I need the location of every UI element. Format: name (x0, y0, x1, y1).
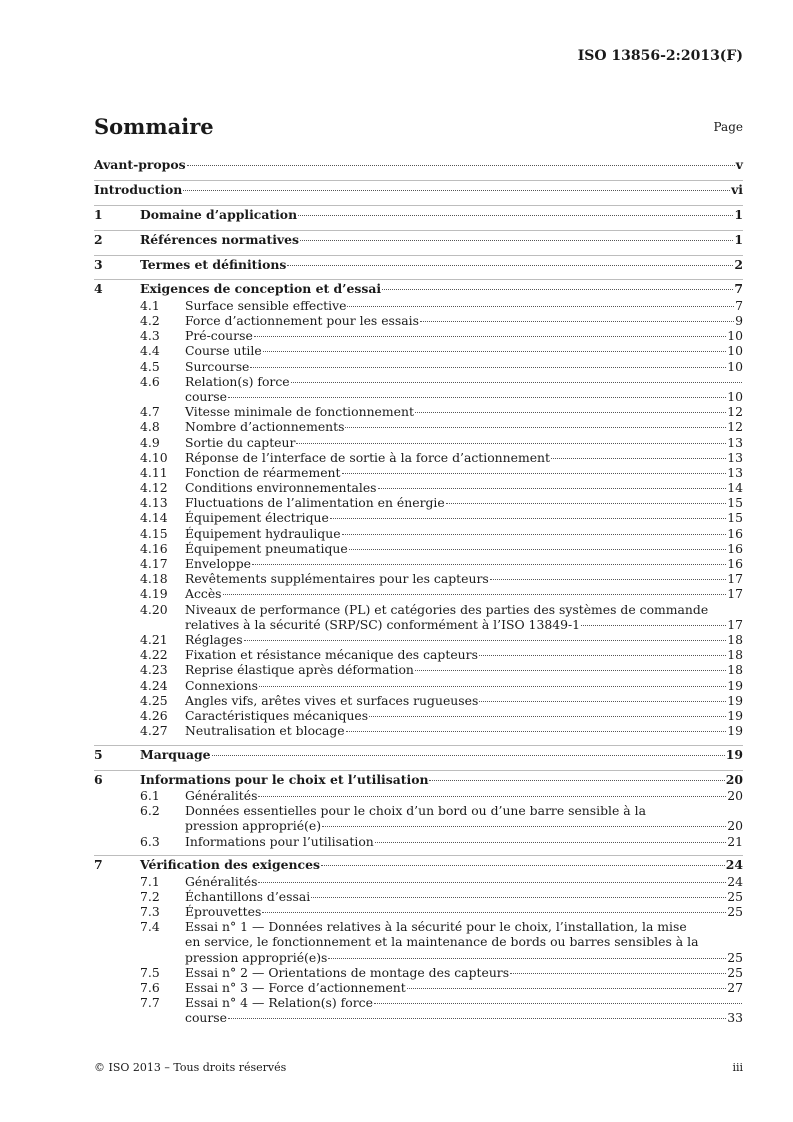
toc-subsection-link[interactable] (94, 965, 743, 980)
toc-subsection-number: 7.5 (140, 964, 160, 980)
toc-entry-page: 18 (727, 631, 743, 647)
toc-entry-label: Fluctuations de l’alimentation en énergie (185, 495, 445, 511)
toc-subsection-number: 4.16 (140, 540, 168, 556)
toc-entry-page: 20 (727, 818, 743, 834)
dot-leader (212, 755, 725, 756)
toc-entry-page: 20 (725, 771, 743, 787)
toc-continuation-line[interactable] (94, 818, 743, 833)
toc-subsection-number: 4.3 (140, 328, 160, 344)
table-of-contents (94, 156, 743, 1026)
toc-entry-label: Nombre d’actionnements (185, 419, 345, 435)
dot-leader (321, 865, 725, 866)
toc-subsection-link[interactable] (94, 435, 743, 450)
toc-continuation-line[interactable] (94, 617, 743, 632)
dot-leader (298, 215, 733, 216)
toc-section-number: 6 (94, 771, 103, 787)
toc-entry-page: 9 (735, 313, 743, 329)
toc-subsection-number: 4.20 (140, 601, 168, 617)
toc-subsection-link[interactable] (94, 874, 743, 889)
toc-subsection-number: 4.27 (140, 723, 168, 739)
toc-entry-page: 25 (727, 964, 743, 980)
toc-section-link[interactable] (94, 770, 743, 788)
toc-subsection-link[interactable] (94, 480, 743, 495)
toc-entry-label: Termes et définitions (140, 256, 287, 272)
toc-subsection-link[interactable] (94, 495, 743, 510)
toc-entry-page: 12 (727, 419, 743, 435)
toc-subsection-number: 6.2 (140, 803, 160, 819)
toc-subsection-link[interactable] (94, 980, 743, 995)
dot-leader (382, 289, 733, 290)
toc-entry-page: 33 (727, 1010, 743, 1026)
toc-entry-label: Surface sensible effective (185, 297, 347, 313)
toc-entry-page: 19 (725, 746, 743, 762)
dot-leader (420, 321, 734, 322)
dot-leader (369, 716, 726, 717)
toc-entry-label: Réglages (185, 631, 243, 647)
toc-entry-page: 1 (734, 231, 743, 247)
toc-section-number: 1 (94, 206, 103, 222)
toc-subsection-link[interactable] (94, 404, 743, 419)
toc-entry-label: Références normatives (140, 231, 299, 247)
toc-entry-page: 10 (727, 358, 743, 374)
dot-leader (330, 518, 726, 519)
document-id: ISO 13856-2:2013(F) (577, 48, 743, 64)
footer-page-number: iii (732, 1061, 743, 1074)
dot-leader (228, 1018, 726, 1019)
dot-leader (223, 594, 727, 595)
toc-subsection-number: 6.1 (140, 788, 160, 804)
dot-leader (287, 265, 733, 266)
dot-leader (490, 579, 726, 580)
toc-entry-label: Neutralisation et blocage (185, 723, 345, 739)
toc-entry-page: 24 (727, 873, 743, 889)
toc-entry-label: Réponse de l’interface de sortie à la force d’actionnement (185, 449, 551, 465)
dot-leader (349, 549, 727, 550)
toc-entry-label: Essai n° 2 — Orientations de montage des capteurs (185, 964, 510, 980)
toc-section-link[interactable] (94, 230, 743, 248)
toc-subsection-link[interactable] (94, 556, 743, 571)
dot-leader (479, 655, 726, 656)
toc-entry-page: 17 (727, 586, 743, 602)
toc-subsection-link[interactable] (94, 678, 743, 693)
toc-section-link[interactable] (94, 855, 743, 873)
toc-subsection-link[interactable] (94, 541, 743, 556)
toc-subsection-number: 4.26 (140, 707, 168, 723)
toc-entry-page: 25 (727, 949, 743, 965)
toc-subsection-number: 7.1 (140, 873, 160, 889)
toc-entry-label: Essai n° 1 — Données relatives à la sécurité pour le choix, l’installation, la mise (185, 919, 687, 935)
toc-continuation-line[interactable] (94, 950, 743, 965)
dot-leader (342, 534, 727, 535)
toc-entry-page: 25 (727, 904, 743, 920)
toc-entry-label: Accès (185, 586, 222, 602)
toc-entry-page: 27 (727, 980, 743, 996)
toc-entry-label: Éprouvettes (185, 904, 262, 920)
toc-entry-label: Échantillons d’essai (185, 888, 311, 904)
dot-leader (296, 443, 726, 444)
toc-subsection-link[interactable] (94, 919, 743, 934)
toc-entry-label: course (185, 1010, 227, 1026)
dot-leader (250, 367, 726, 368)
toc-continuation-line[interactable] (94, 934, 743, 949)
page-title: Sommaire (94, 114, 214, 139)
toc-subsection-link[interactable] (94, 834, 743, 849)
toc-entry-page: 25 (727, 888, 743, 904)
toc-subsection-number: 4.25 (140, 692, 168, 708)
toc-subsection-number: 4.11 (140, 464, 168, 480)
toc-entry-label: Fonction de réarmement (185, 464, 341, 480)
dot-leader (328, 958, 726, 959)
toc-section-link[interactable] (94, 156, 743, 173)
toc-subsection-number: 4.12 (140, 480, 168, 496)
toc-entry-page: 21 (727, 833, 743, 849)
toc-entry-label: course (185, 388, 227, 404)
toc-subsection-link[interactable] (94, 788, 743, 803)
toc-section-number: 2 (94, 231, 103, 247)
toc-subsection-link[interactable] (94, 328, 743, 343)
toc-subsection-number: 4.15 (140, 525, 168, 541)
toc-subsection-link[interactable] (94, 904, 743, 919)
toc-subsection-number: 7.3 (140, 904, 160, 920)
toc-entry-label: Angles vifs, arêtes vives et surfaces rugueuses (185, 692, 479, 708)
toc-entry-page: 2 (734, 256, 743, 272)
toc-subsection-link[interactable] (94, 723, 743, 738)
toc-entry-page: 1 (734, 206, 743, 222)
toc-section-link[interactable] (94, 180, 743, 198)
toc-entry-label: Domaine d’application (140, 206, 298, 222)
dot-leader (262, 912, 726, 913)
toc-subsection-link[interactable] (94, 313, 743, 328)
toc-subsection-number: 4.13 (140, 495, 168, 511)
toc-entry-label: Niveaux de performance (PL) et catégories des parties des systèmes de commande (185, 601, 709, 617)
toc-entry-page: 16 (727, 556, 743, 572)
dot-leader (446, 503, 726, 504)
toc-entry-page: 13 (727, 464, 743, 480)
dot-leader (300, 240, 733, 241)
toc-subsection-number: 6.3 (140, 833, 160, 849)
dot-leader (259, 686, 726, 687)
dot-leader (378, 488, 727, 489)
toc-subsection-number: 4.24 (140, 677, 168, 693)
toc-entry-page: 19 (727, 692, 743, 708)
toc-entry-page: 7 (735, 297, 743, 313)
toc-entry-label: Marquage (140, 746, 211, 762)
toc-entry-page: 13 (727, 449, 743, 465)
toc-entry-label: Généralités (185, 788, 258, 804)
page-column-label: Page (713, 120, 743, 134)
toc-subsection-number: 4.4 (140, 343, 160, 359)
toc-subsection-link[interactable] (94, 450, 743, 465)
toc-continuation-line[interactable] (94, 389, 743, 404)
toc-entry-page: 19 (727, 677, 743, 693)
toc-entry-label: Surcourse (185, 358, 250, 374)
toc-subsection-number: 4.7 (140, 404, 160, 420)
toc-section-link[interactable] (94, 279, 743, 297)
toc-entry-page: 17 (727, 571, 743, 587)
toc-subsection-link[interactable] (94, 374, 743, 389)
dot-leader (581, 625, 726, 626)
dot-leader (228, 397, 726, 398)
dot-leader (311, 897, 726, 898)
toc-entry-label: relatives à la sécurité (SRP/SC) conformément à l’ISO 13849-1 (185, 616, 581, 632)
toc-subsection-number: 7.6 (140, 980, 160, 996)
toc-entry-label: pression approprié(e) (185, 818, 322, 834)
toc-subsection-link[interactable] (94, 510, 743, 525)
toc-subsection-link[interactable] (94, 526, 743, 541)
dot-leader (263, 351, 727, 352)
toc-entry-label: en service, le fonctionnement et la maintenance de bords ou barres sensibles à la (185, 934, 699, 950)
toc-section-link[interactable] (94, 205, 743, 223)
dot-leader (374, 1003, 742, 1004)
toc-subsection-link[interactable] (94, 889, 743, 904)
toc-entry-label: Revêtements supplémentaires pour les capteurs (185, 571, 489, 587)
toc-subsection-number: 4.22 (140, 647, 168, 663)
toc-section-number: 7 (94, 857, 103, 873)
toc-subsection-number: 4.2 (140, 313, 160, 329)
toc-subsection-number: 4.9 (140, 434, 160, 450)
dot-leader (345, 427, 726, 428)
toc-subsection-number: 4.5 (140, 358, 160, 374)
toc-entry-page: 19 (727, 723, 743, 739)
toc-entry-label: Caractéristiques mécaniques (185, 707, 369, 723)
toc-entry-page: 10 (727, 328, 743, 344)
toc-entry-page: 13 (727, 434, 743, 450)
toc-entry-label: Généralités (185, 873, 258, 889)
toc-entry-page: 19 (727, 707, 743, 723)
toc-section-number: 5 (94, 746, 103, 762)
toc-subsection-link[interactable] (94, 298, 743, 313)
toc-subsection-number: 7.4 (140, 919, 160, 935)
toc-entry-page: 10 (727, 388, 743, 404)
toc-subsection-number: 4.14 (140, 510, 168, 526)
toc-subsection-link[interactable] (94, 602, 743, 617)
dot-leader (429, 780, 724, 781)
dot-leader (187, 165, 735, 166)
toc-subsection-link[interactable] (94, 419, 743, 434)
toc-subsection-number: 4.21 (140, 631, 168, 647)
dot-leader (375, 842, 726, 843)
toc-subsection-link[interactable] (94, 571, 743, 586)
dot-leader (244, 640, 727, 641)
toc-subsection-link[interactable] (94, 359, 743, 374)
dot-leader (346, 731, 727, 732)
toc-entry-label: Connexions (185, 677, 258, 693)
toc-entry-page: 12 (727, 404, 743, 420)
toc-subsection-link[interactable] (94, 343, 743, 358)
toc-entry-page: 18 (727, 647, 743, 663)
toc-subsection-link[interactable] (94, 647, 743, 662)
dot-leader (342, 473, 727, 474)
toc-entry-label: Sortie du capteur (185, 434, 296, 450)
toc-entry-label: Essai n° 3 — Force d’actionnement (185, 980, 406, 996)
toc-entry-label: Fixation et résistance mécanique des capteurs (185, 647, 478, 663)
dot-leader (322, 826, 726, 827)
toc-subsection-link[interactable] (94, 803, 743, 818)
toc-continuation-line[interactable] (94, 1010, 743, 1025)
toc-subsection-link[interactable] (94, 662, 743, 677)
toc-section-link[interactable] (94, 745, 743, 763)
toc-entry-page: v (735, 157, 743, 172)
dot-leader (510, 973, 726, 974)
toc-section-number: 4 (94, 281, 103, 297)
toc-entry-page: 15 (727, 495, 743, 511)
toc-entry-label: Données essentielles pour le choix d’un bord ou d’une barre sensible à la (185, 803, 646, 819)
toc-subsection-number: 4.10 (140, 449, 168, 465)
toc-entry-label: Enveloppe (185, 556, 251, 572)
toc-subsection-link[interactable] (94, 995, 743, 1010)
toc-entry-label: Informations pour l’utilisation (185, 833, 374, 849)
dot-leader (254, 336, 726, 337)
toc-entry-page: 15 (727, 510, 743, 526)
toc-entry-label: Informations pour le choix et l’utilisation (140, 771, 429, 787)
dot-leader (415, 670, 726, 671)
toc-section-link[interactable] (94, 255, 743, 273)
toc-entry-label: pression approprié(e)s (185, 949, 328, 965)
toc-entry-label: Introduction (94, 181, 183, 197)
footer-copyright: © ISO 2013 – Tous droits réservés (94, 1061, 287, 1074)
toc-entry-page: 20 (727, 788, 743, 804)
toc-subsection-number: 4.18 (140, 571, 168, 587)
toc-entry-page: 18 (727, 662, 743, 678)
toc-entry-label: Conditions environnementales (185, 480, 377, 496)
toc-entry-label: Exigences de conception et d’essai (140, 281, 382, 297)
toc-entry-label: Vérification des exigences (140, 857, 320, 873)
dot-leader (258, 882, 726, 883)
toc-section-number: 3 (94, 256, 103, 272)
toc-subsection-number: 4.19 (140, 586, 168, 602)
dot-leader (258, 796, 726, 797)
toc-entry-page: 16 (727, 525, 743, 541)
dot-leader (551, 458, 726, 459)
dot-leader (252, 564, 726, 565)
dot-leader (291, 382, 742, 383)
toc-entry-label: Essai n° 4 — Relation(s) force (185, 995, 373, 1011)
toc-subsection-link[interactable] (94, 708, 743, 723)
toc-entry-page: 17 (727, 616, 743, 632)
toc-entry-page: 14 (727, 480, 743, 496)
toc-entry-page: vi (731, 181, 743, 197)
toc-subsection-number: 4.17 (140, 556, 168, 572)
toc-entry-label: Équipement pneumatique (185, 540, 348, 556)
toc-subsection-link[interactable] (94, 586, 743, 601)
toc-subsection-link[interactable] (94, 693, 743, 708)
dot-leader (183, 190, 730, 191)
toc-subsection-number: 4.1 (140, 297, 160, 313)
toc-subsection-number: 4.6 (140, 373, 160, 389)
toc-entry-label: Reprise élastique après déformation (185, 662, 414, 678)
toc-entry-page: 24 (725, 857, 743, 873)
toc-entry-label: Relation(s) force (185, 373, 290, 389)
dot-leader (347, 306, 734, 307)
dot-leader (415, 412, 726, 413)
toc-entry-page: 7 (734, 281, 743, 297)
toc-entry-label: Équipement hydraulique (185, 525, 341, 541)
dot-leader (479, 701, 726, 702)
toc-entry-label: Course utile (185, 343, 262, 359)
toc-entry-label: Avant-propos (94, 157, 186, 172)
toc-subsection-number: 7.7 (140, 995, 160, 1011)
toc-entry-page: 16 (727, 540, 743, 556)
toc-subsection-number: 4.23 (140, 662, 168, 678)
toc-entry-page: 10 (727, 343, 743, 359)
toc-entry-label: Vitesse minimale de fonctionnement (185, 404, 414, 420)
toc-subsection-number: 7.2 (140, 888, 160, 904)
dot-leader (407, 988, 726, 989)
toc-entry-label: Pré-course (185, 328, 253, 344)
toc-entry-label: Force d’actionnement pour les essais (185, 313, 419, 329)
toc-subsection-number: 4.8 (140, 419, 160, 435)
toc-subsection-link[interactable] (94, 465, 743, 480)
toc-subsection-link[interactable] (94, 632, 743, 647)
toc-entry-label: Équipement électrique (185, 510, 329, 526)
